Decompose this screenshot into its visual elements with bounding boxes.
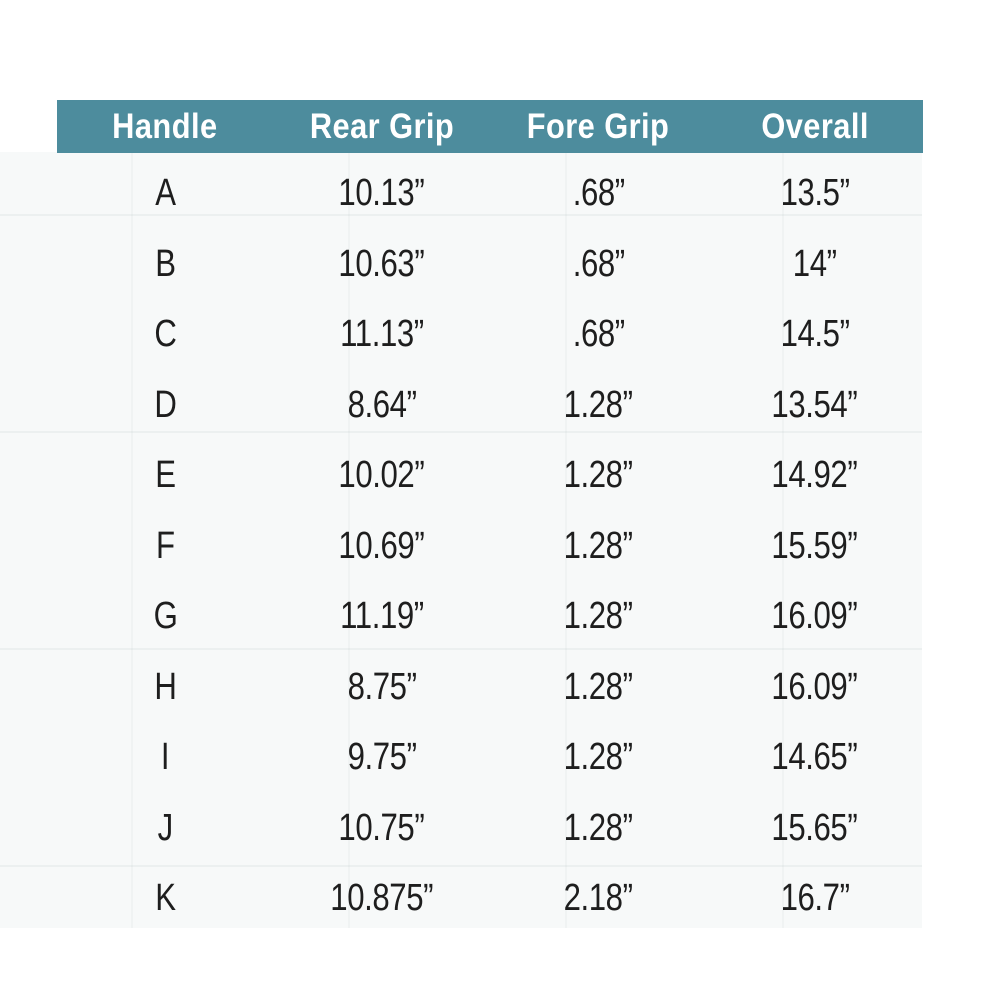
cell-value: 10.02” bbox=[338, 454, 425, 497]
cell-value: 15.65” bbox=[771, 806, 858, 849]
table-row bbox=[57, 863, 923, 934]
cell-rear-grip bbox=[274, 736, 491, 779]
cell-overall bbox=[707, 383, 924, 426]
cell-overall bbox=[707, 313, 924, 356]
table-row bbox=[57, 370, 923, 441]
table-row bbox=[57, 722, 923, 793]
cell-overall bbox=[707, 806, 924, 849]
column-header-label: Handle bbox=[112, 107, 218, 146]
cell-handle bbox=[57, 736, 274, 779]
cell-fore-grip bbox=[490, 806, 707, 849]
column-header-rear-grip bbox=[274, 109, 491, 144]
cell-value: B bbox=[155, 242, 176, 285]
cell-fore-grip bbox=[490, 454, 707, 497]
cell-value: E bbox=[155, 454, 176, 497]
cell-value: 13.54” bbox=[771, 383, 858, 426]
cell-rear-grip bbox=[274, 595, 491, 638]
cell-value: K bbox=[155, 877, 176, 920]
table-row bbox=[57, 440, 923, 511]
cell-fore-grip bbox=[490, 736, 707, 779]
handle-dimensions-table bbox=[57, 100, 923, 934]
cell-value: 10.75” bbox=[338, 806, 425, 849]
cell-handle bbox=[57, 383, 274, 426]
cell-overall bbox=[707, 172, 924, 215]
cell-rear-grip bbox=[274, 665, 491, 708]
table-header-row bbox=[57, 100, 923, 153]
cell-handle bbox=[57, 665, 274, 708]
cell-value: G bbox=[153, 595, 178, 638]
cell-handle bbox=[57, 877, 274, 920]
cell-value: 14.65” bbox=[771, 736, 858, 779]
cell-rear-grip bbox=[274, 524, 491, 567]
table-body bbox=[57, 153, 923, 934]
cell-handle bbox=[57, 524, 274, 567]
cell-rear-grip bbox=[274, 313, 491, 356]
cell-fore-grip bbox=[490, 595, 707, 638]
cell-overall bbox=[707, 877, 924, 920]
cell-fore-grip bbox=[490, 313, 707, 356]
column-header-fore-grip bbox=[490, 109, 707, 144]
cell-value: .68” bbox=[572, 172, 625, 215]
cell-handle bbox=[57, 806, 274, 849]
cell-value: F bbox=[155, 524, 175, 567]
cell-value: 1.28” bbox=[563, 524, 633, 567]
cell-value: 11.19” bbox=[339, 595, 424, 638]
cell-value: 10.63” bbox=[338, 242, 425, 285]
cell-value: 10.875” bbox=[330, 877, 434, 920]
column-header-overall bbox=[707, 109, 924, 144]
cell-fore-grip bbox=[490, 665, 707, 708]
cell-value: 1.28” bbox=[563, 383, 633, 426]
cell-value: 11.13” bbox=[339, 313, 424, 356]
cell-value: 9.75” bbox=[347, 736, 417, 779]
cell-handle bbox=[57, 172, 274, 215]
cell-overall bbox=[707, 242, 924, 285]
table-row bbox=[57, 158, 923, 229]
column-header-label: Overall bbox=[760, 107, 869, 146]
column-header-handle bbox=[57, 109, 274, 144]
cell-value: 1.28” bbox=[563, 806, 633, 849]
cell-overall bbox=[707, 524, 924, 567]
table-row bbox=[57, 793, 923, 864]
cell-fore-grip bbox=[490, 242, 707, 285]
cell-value: 8.75” bbox=[347, 665, 417, 708]
cell-value: I bbox=[161, 736, 170, 779]
cell-fore-grip bbox=[490, 877, 707, 920]
cell-value: A bbox=[155, 172, 176, 215]
cell-value: .68” bbox=[572, 313, 625, 356]
cell-value: 15.59” bbox=[771, 524, 858, 567]
cell-rear-grip bbox=[274, 383, 491, 426]
cell-handle bbox=[57, 595, 274, 638]
cell-overall bbox=[707, 595, 924, 638]
cell-rear-grip bbox=[274, 242, 491, 285]
cell-value: 8.64” bbox=[347, 383, 417, 426]
cell-value: 1.28” bbox=[563, 454, 633, 497]
cell-value: 16.7” bbox=[780, 877, 850, 920]
cell-value: 14.5” bbox=[780, 313, 850, 356]
table-row bbox=[57, 299, 923, 370]
cell-rear-grip bbox=[274, 877, 491, 920]
cell-overall bbox=[707, 454, 924, 497]
cell-handle bbox=[57, 242, 274, 285]
cell-value: 1.28” bbox=[563, 595, 633, 638]
cell-value: .68” bbox=[572, 242, 625, 285]
table-row bbox=[57, 511, 923, 582]
cell-fore-grip bbox=[490, 383, 707, 426]
cell-value: 16.09” bbox=[771, 595, 858, 638]
cell-rear-grip bbox=[274, 806, 491, 849]
column-header-label: Fore Grip bbox=[526, 107, 670, 146]
table-row bbox=[57, 652, 923, 723]
cell-value: H bbox=[154, 665, 177, 708]
cell-value: 2.18” bbox=[563, 877, 633, 920]
column-header-label: Rear Grip bbox=[309, 107, 454, 146]
cell-value: 14.92” bbox=[771, 454, 858, 497]
cell-fore-grip bbox=[490, 524, 707, 567]
cell-value: 13.5” bbox=[780, 172, 850, 215]
cell-overall bbox=[707, 665, 924, 708]
cell-value: 1.28” bbox=[563, 736, 633, 779]
cell-value: J bbox=[157, 806, 173, 849]
table-row bbox=[57, 229, 923, 300]
cell-rear-grip bbox=[274, 454, 491, 497]
cell-handle bbox=[57, 454, 274, 497]
cell-handle bbox=[57, 313, 274, 356]
cell-value: 14” bbox=[792, 242, 837, 285]
cell-rear-grip bbox=[274, 172, 491, 215]
cell-value: 16.09” bbox=[771, 665, 858, 708]
cell-value: 1.28” bbox=[563, 665, 633, 708]
cell-value: D bbox=[154, 383, 177, 426]
table-row bbox=[57, 581, 923, 652]
cell-overall bbox=[707, 736, 924, 779]
cell-fore-grip bbox=[490, 172, 707, 215]
cell-value: C bbox=[154, 313, 177, 356]
cell-value: 10.13” bbox=[338, 172, 425, 215]
cell-value: 10.69” bbox=[338, 524, 425, 567]
